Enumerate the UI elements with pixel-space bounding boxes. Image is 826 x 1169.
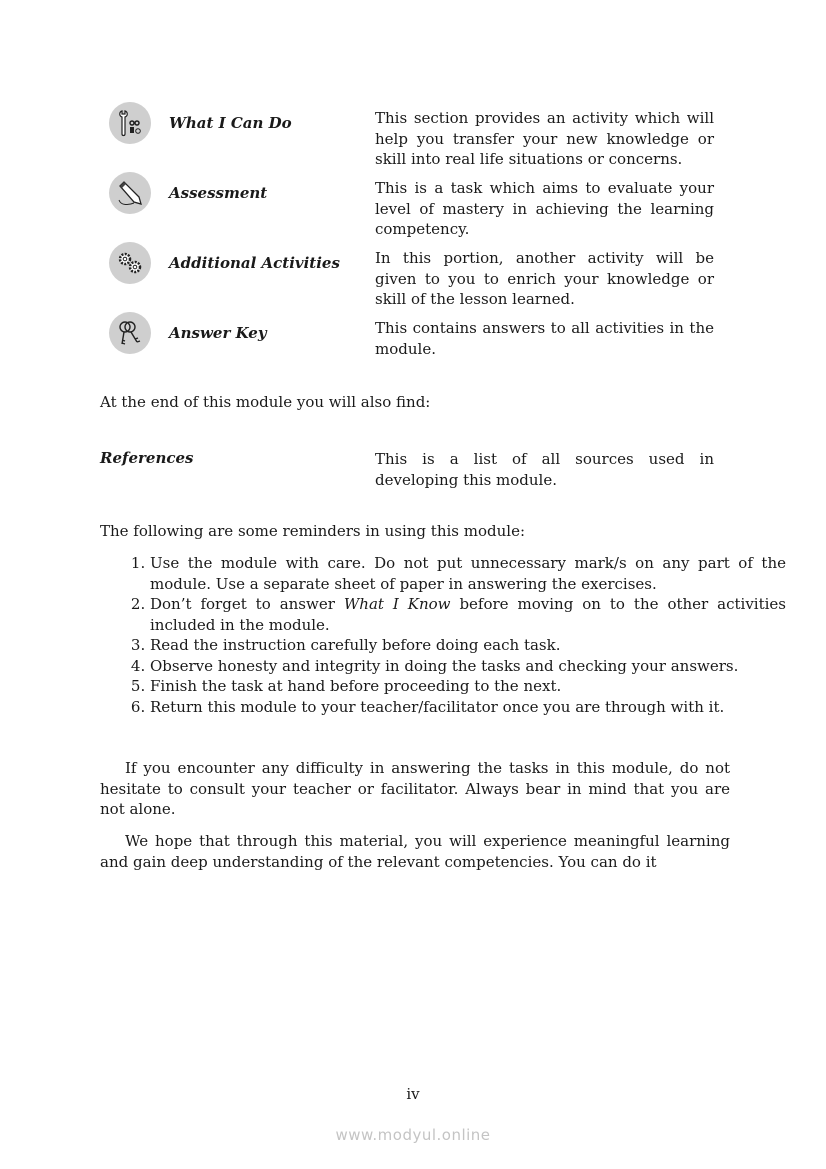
page-number: iv [406,1085,420,1103]
reminder-text: before moving on to the other activities included in the module. [150,595,787,634]
section-description: This section provides an activity which will help you transfer your new knowledge or skill into real life situations or concerns. [375,109,714,168]
reminder-item [150,594,786,635]
reminder-emphasis: What I Know [343,595,451,613]
reminder-item: 5. Finish the task at hand before proceeding to the next. [150,676,786,697]
reminder-item: 3. Read the instruction carefully before doing each task. [150,635,786,656]
section-label: Assessment [169,184,268,202]
closing-paragraph-2: We hope that through this material, you will experience meaningful learning and gain deep understanding of the relevant competencies. You can do it [100,832,730,871]
reminders-list [100,553,786,717]
end-intro: At the end of this module you will also find: [100,393,431,411]
section-description: In this portion, another activity will be given to you to enrich your knowledge or skill of the lesson learned. [375,249,714,308]
section-label: Additional Activities [169,254,340,272]
section-description: This contains answers to all activities in the module. [375,319,714,358]
references-description: This is a list of all sources used in developing this module. [375,450,714,489]
keys-icon [109,312,151,354]
reminders-intro: The following are some reminders in using this module: [100,522,525,540]
wrench-tools-icon [109,102,151,144]
reminder-item: 4. Observe honesty and integrity in doing the tasks and checking your answers. [150,656,786,677]
references-label: References [100,449,194,467]
watermark: www.modyul.online [335,1126,491,1144]
reminder-text: Don’t forget to answer [150,595,344,613]
reminder-item: 1. Use the module with care. Do not put unnecessary mark/s on any part of the module. Use a separate sheet of paper in answering the exercises. [150,553,786,594]
pencil-icon [109,172,151,214]
section-description: This is a task which aims to evaluate your level of mastery in achieving the learning competency. [375,179,714,238]
section-label: Answer Key [169,324,267,342]
closing-paragraph-1: If you encounter any difficulty in answering the tasks in this module, do not hesitate to consult your teacher or facilitator. Always bear in mind that you are not alone. [100,759,730,818]
reminder-item: 6. Return this module to your teacher/facilitator once you are through with it. [150,697,786,718]
gears-icon [109,242,151,284]
section-label: What I Can Do [169,114,292,132]
